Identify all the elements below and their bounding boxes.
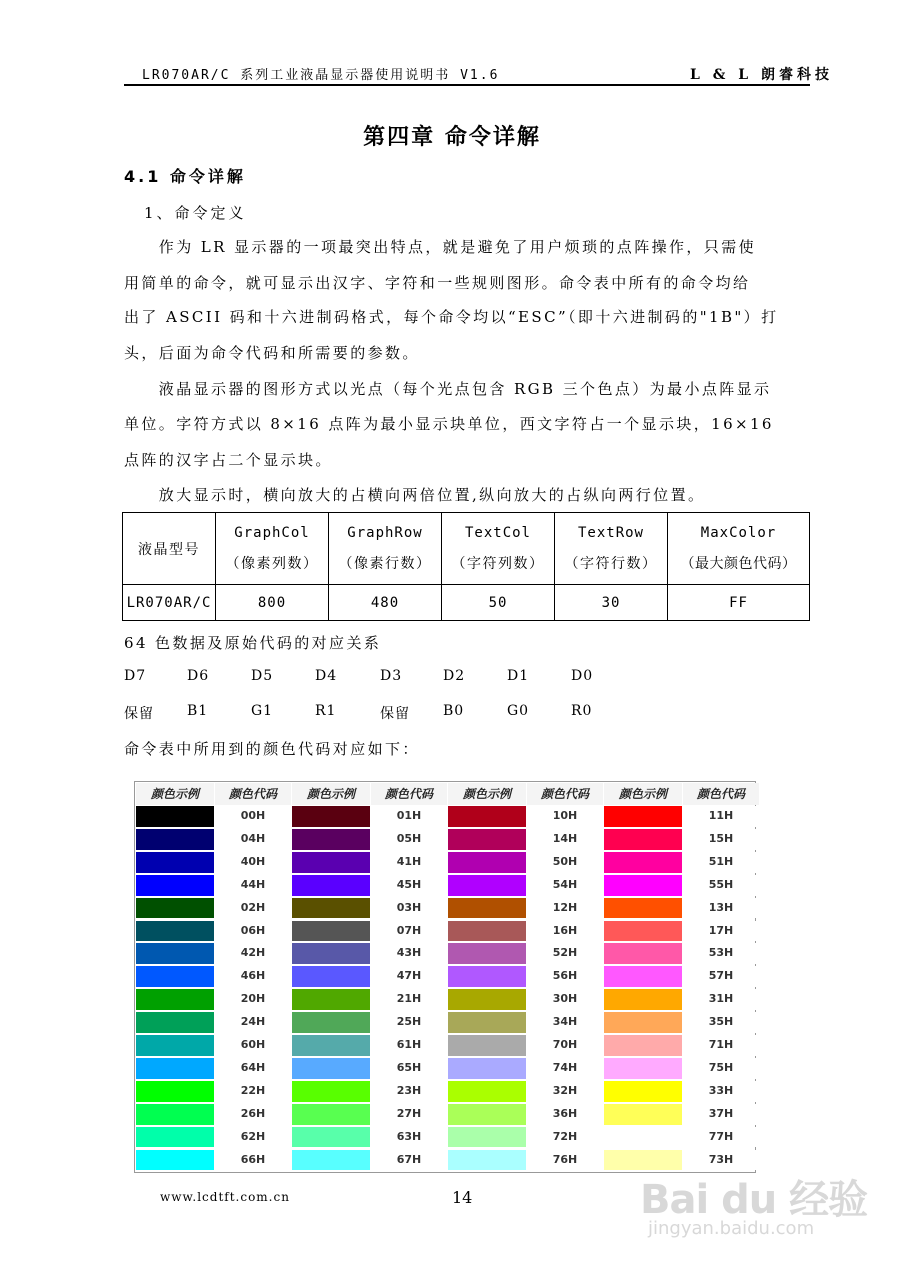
- color-swatch: [292, 1058, 370, 1079]
- color-swatch: [136, 806, 214, 827]
- color-swatch: [604, 829, 682, 850]
- color-swatch: [292, 1035, 370, 1056]
- color-swatch: [292, 1104, 370, 1125]
- color-code: 43H: [371, 943, 447, 964]
- color-swatch: [292, 898, 370, 919]
- color-swatch: [448, 1127, 526, 1148]
- color-swatch: [136, 1127, 214, 1148]
- color-code: 07H: [371, 921, 447, 942]
- header-company: L & L 朗睿科技: [690, 67, 833, 83]
- color-code: 66H: [215, 1150, 291, 1171]
- color-code: 50H: [527, 852, 603, 873]
- color-header-example: 颜色示例: [604, 783, 682, 805]
- color-code: 65H: [371, 1058, 447, 1079]
- color-header-code: 颜色代码: [683, 783, 759, 805]
- color-swatch: [136, 852, 214, 873]
- color-swatch: [448, 943, 526, 964]
- color-code: 13H: [683, 898, 759, 919]
- color-swatch: [448, 875, 526, 896]
- color-swatch: [136, 875, 214, 896]
- color-code: 33H: [683, 1081, 759, 1102]
- color-code: 74H: [527, 1058, 603, 1079]
- bit-meaning: R1: [315, 703, 337, 719]
- color-code: 15H: [683, 829, 759, 850]
- color-code: 54H: [527, 875, 603, 896]
- color-header-code: 颜色代码: [215, 783, 291, 805]
- color-swatch: [448, 1104, 526, 1125]
- color-code: 00H: [215, 806, 291, 827]
- spec-cell: FF: [668, 585, 810, 621]
- color-code: 02H: [215, 898, 291, 919]
- spec-header-graphcol: GraphCol （像素列数）: [216, 513, 329, 585]
- spec-table: [122, 512, 810, 621]
- color-swatch: [136, 1081, 214, 1102]
- color-swatch: [604, 966, 682, 987]
- color-swatch: [448, 829, 526, 850]
- bit-label-row: [0, 668, 904, 688]
- bit-label: D4: [315, 668, 338, 684]
- color-code: 72H: [527, 1127, 603, 1148]
- paragraph-line: 作为 LR 显示器的一项最突出特点，就是避免了用户烦琐的点阵操作，只需使: [124, 238, 756, 256]
- color-code: 51H: [683, 852, 759, 873]
- color-swatch: [292, 943, 370, 964]
- color-code: 32H: [527, 1081, 603, 1102]
- color-code: 53H: [683, 943, 759, 964]
- color-swatch: [292, 1127, 370, 1148]
- spec-cell: 30: [555, 585, 668, 621]
- color-swatch: [604, 1058, 682, 1079]
- chapter-title: 第四章 命令详解: [363, 125, 541, 150]
- paragraph-line: 单位。字符方式以 8×16 点阵为最小显示块单位，西文字符占一个显示块，16×16: [124, 415, 774, 433]
- color-swatch: [604, 806, 682, 827]
- color-swatch: [604, 1104, 682, 1125]
- color-swatch: [136, 1058, 214, 1079]
- color-code: 61H: [371, 1035, 447, 1056]
- color-code: 56H: [527, 966, 603, 987]
- paragraph-line: 用简单的命令，就可显示出汉字、字符和一些规则图形。命令表中所有的命令均给: [124, 274, 751, 292]
- color-code: 25H: [371, 1012, 447, 1033]
- color-swatch: [292, 966, 370, 987]
- color-code: 14H: [527, 829, 603, 850]
- color-swatch: [604, 1035, 682, 1056]
- color-header-example: 颜色示例: [448, 783, 526, 805]
- color-code: 05H: [371, 829, 447, 850]
- color-code: 30H: [527, 989, 603, 1010]
- color-swatch: [136, 829, 214, 850]
- color-header-example: 颜色示例: [292, 783, 370, 805]
- color-swatch: [604, 1127, 682, 1148]
- color-code: 17H: [683, 921, 759, 942]
- bit-meaning: B0: [443, 703, 465, 719]
- bit-label: D3: [380, 668, 403, 684]
- spec-header-textrow: TextRow （字符行数）: [555, 513, 668, 585]
- spec-header-textcol: TextCol （字符列数）: [442, 513, 555, 585]
- color-code: 63H: [371, 1127, 447, 1148]
- bit-meaning: 保留: [124, 706, 154, 722]
- color-swatch: [448, 921, 526, 942]
- color-swatch: [448, 1150, 526, 1171]
- color-code: 40H: [215, 852, 291, 873]
- color-code: 26H: [215, 1104, 291, 1125]
- color-swatch: [136, 921, 214, 942]
- color-code: 36H: [527, 1104, 603, 1125]
- color-swatch: [448, 1035, 526, 1056]
- header-title: LR070AR/C 系列工业液晶显示器使用说明书 V1.6: [142, 68, 500, 83]
- color-code: 64H: [215, 1058, 291, 1079]
- bit-label: D5: [251, 668, 274, 684]
- color-code: 16H: [527, 921, 603, 942]
- color-swatch: [292, 875, 370, 896]
- color-swatch: [448, 1012, 526, 1033]
- color-code: 75H: [683, 1058, 759, 1079]
- color-mapping-title: 64 色数据及原始代码的对应关系: [124, 634, 382, 652]
- footer-website: www.lcdtft.com.cn: [160, 1190, 290, 1204]
- color-swatch: [292, 989, 370, 1010]
- color-swatch: [292, 1081, 370, 1102]
- bit-label: D7: [124, 668, 147, 684]
- color-swatch: [448, 1081, 526, 1102]
- paragraph-line: 头，后面为命令代码和所需要的参数。: [124, 344, 420, 362]
- color-code: 23H: [371, 1081, 447, 1102]
- color-code: 42H: [215, 943, 291, 964]
- color-table-intro: 命令表中所用到的颜色代码对应如下：: [124, 740, 420, 758]
- color-code: 46H: [215, 966, 291, 987]
- color-code: 47H: [371, 966, 447, 987]
- color-swatch: [136, 1012, 214, 1033]
- color-code: 41H: [371, 852, 447, 873]
- color-code: 60H: [215, 1035, 291, 1056]
- paragraph-line: 点阵的汉字占二个显示块。: [124, 451, 333, 469]
- spec-header-maxcolor: MaxColor （最大颜色代码）: [668, 513, 810, 585]
- spec-header-model: 液晶型号: [123, 513, 216, 585]
- bit-meaning-row: [0, 703, 904, 723]
- color-code: 34H: [527, 1012, 603, 1033]
- bit-meaning: R0: [571, 703, 593, 719]
- color-code: 57H: [683, 966, 759, 987]
- paragraph-line: 出了 ASCII 码和十六进制码格式，每个命令均以“ESC”（即十六进制码的"1B"）打: [124, 308, 779, 326]
- color-swatch: [448, 898, 526, 919]
- bit-meaning: 保留: [380, 706, 410, 722]
- color-code: 45H: [371, 875, 447, 896]
- paragraph-line: 液晶显示器的图形方式以光点（每个光点包含 RGB 三个色点）为最小点阵显示: [124, 380, 772, 398]
- bit-meaning: G1: [251, 703, 274, 719]
- color-swatch: [292, 806, 370, 827]
- watermark-logo: Bai du 经验: [640, 1177, 868, 1223]
- color-swatch: [604, 1081, 682, 1102]
- bit-label: D1: [507, 668, 530, 684]
- color-swatch: [604, 921, 682, 942]
- color-swatch: [136, 989, 214, 1010]
- color-code: 10H: [527, 806, 603, 827]
- color-code: 21H: [371, 989, 447, 1010]
- color-code: 06H: [215, 921, 291, 942]
- spec-cell-model: LR070AR/C: [123, 585, 216, 621]
- color-swatch: [292, 921, 370, 942]
- color-code: 44H: [215, 875, 291, 896]
- color-swatch: [448, 852, 526, 873]
- color-swatch: [136, 943, 214, 964]
- spec-cell: 480: [329, 585, 442, 621]
- color-swatch: [448, 989, 526, 1010]
- bit-label: D2: [443, 668, 466, 684]
- color-swatch: [448, 806, 526, 827]
- color-code: 76H: [527, 1150, 603, 1171]
- page-number: 14: [452, 1188, 473, 1207]
- color-code: 77H: [683, 1127, 759, 1148]
- spec-header-graphrow: GraphRow （像素行数）: [329, 513, 442, 585]
- bit-label: D6: [187, 668, 210, 684]
- bit-label: D0: [571, 668, 594, 684]
- bit-meaning: G0: [507, 703, 530, 719]
- color-code: 22H: [215, 1081, 291, 1102]
- color-code: 20H: [215, 989, 291, 1010]
- color-swatch: [448, 966, 526, 987]
- color-code: 52H: [527, 943, 603, 964]
- color-code: 35H: [683, 1012, 759, 1033]
- color-code: 71H: [683, 1035, 759, 1056]
- color-swatch: [604, 989, 682, 1010]
- color-swatch: [604, 898, 682, 919]
- color-swatch: [292, 1012, 370, 1033]
- color-swatch: [136, 1104, 214, 1125]
- color-code: 01H: [371, 806, 447, 827]
- color-header-example: 颜色示例: [136, 783, 214, 805]
- bit-meaning: B1: [187, 703, 209, 719]
- color-swatch: [136, 1035, 214, 1056]
- color-code: 31H: [683, 989, 759, 1010]
- header-divider: [124, 84, 810, 86]
- color-code: 12H: [527, 898, 603, 919]
- color-code: 73H: [683, 1150, 759, 1171]
- color-header-code: 颜色代码: [527, 783, 603, 805]
- color-code: 70H: [527, 1035, 603, 1056]
- color-swatch: [448, 1058, 526, 1079]
- color-code: 11H: [683, 806, 759, 827]
- color-swatch: [136, 966, 214, 987]
- color-swatch: [292, 829, 370, 850]
- color-code: 37H: [683, 1104, 759, 1125]
- color-swatch: [292, 1150, 370, 1171]
- color-code-table: [134, 781, 756, 1173]
- color-swatch: [136, 1150, 214, 1171]
- color-swatch: [604, 852, 682, 873]
- section-title: 4.1 命令详解: [124, 167, 246, 186]
- color-swatch: [136, 898, 214, 919]
- subsection-title: 1、命令定义: [144, 204, 247, 222]
- color-code: 03H: [371, 898, 447, 919]
- color-code: 27H: [371, 1104, 447, 1125]
- color-swatch: [604, 1012, 682, 1033]
- color-swatch: [292, 852, 370, 873]
- color-header-code: 颜色代码: [371, 783, 447, 805]
- color-swatch: [604, 943, 682, 964]
- watermark-url: jingyan.baidu.com: [648, 1218, 815, 1239]
- color-code: 55H: [683, 875, 759, 896]
- color-swatch: [604, 875, 682, 896]
- color-code: 67H: [371, 1150, 447, 1171]
- color-code: 04H: [215, 829, 291, 850]
- spec-cell: 50: [442, 585, 555, 621]
- paragraph-line: 放大显示时，横向放大的占横向两倍位置,纵向放大的占纵向两行位置。: [124, 486, 706, 504]
- color-code: 24H: [215, 1012, 291, 1033]
- spec-cell: 800: [216, 585, 329, 621]
- color-code: 62H: [215, 1127, 291, 1148]
